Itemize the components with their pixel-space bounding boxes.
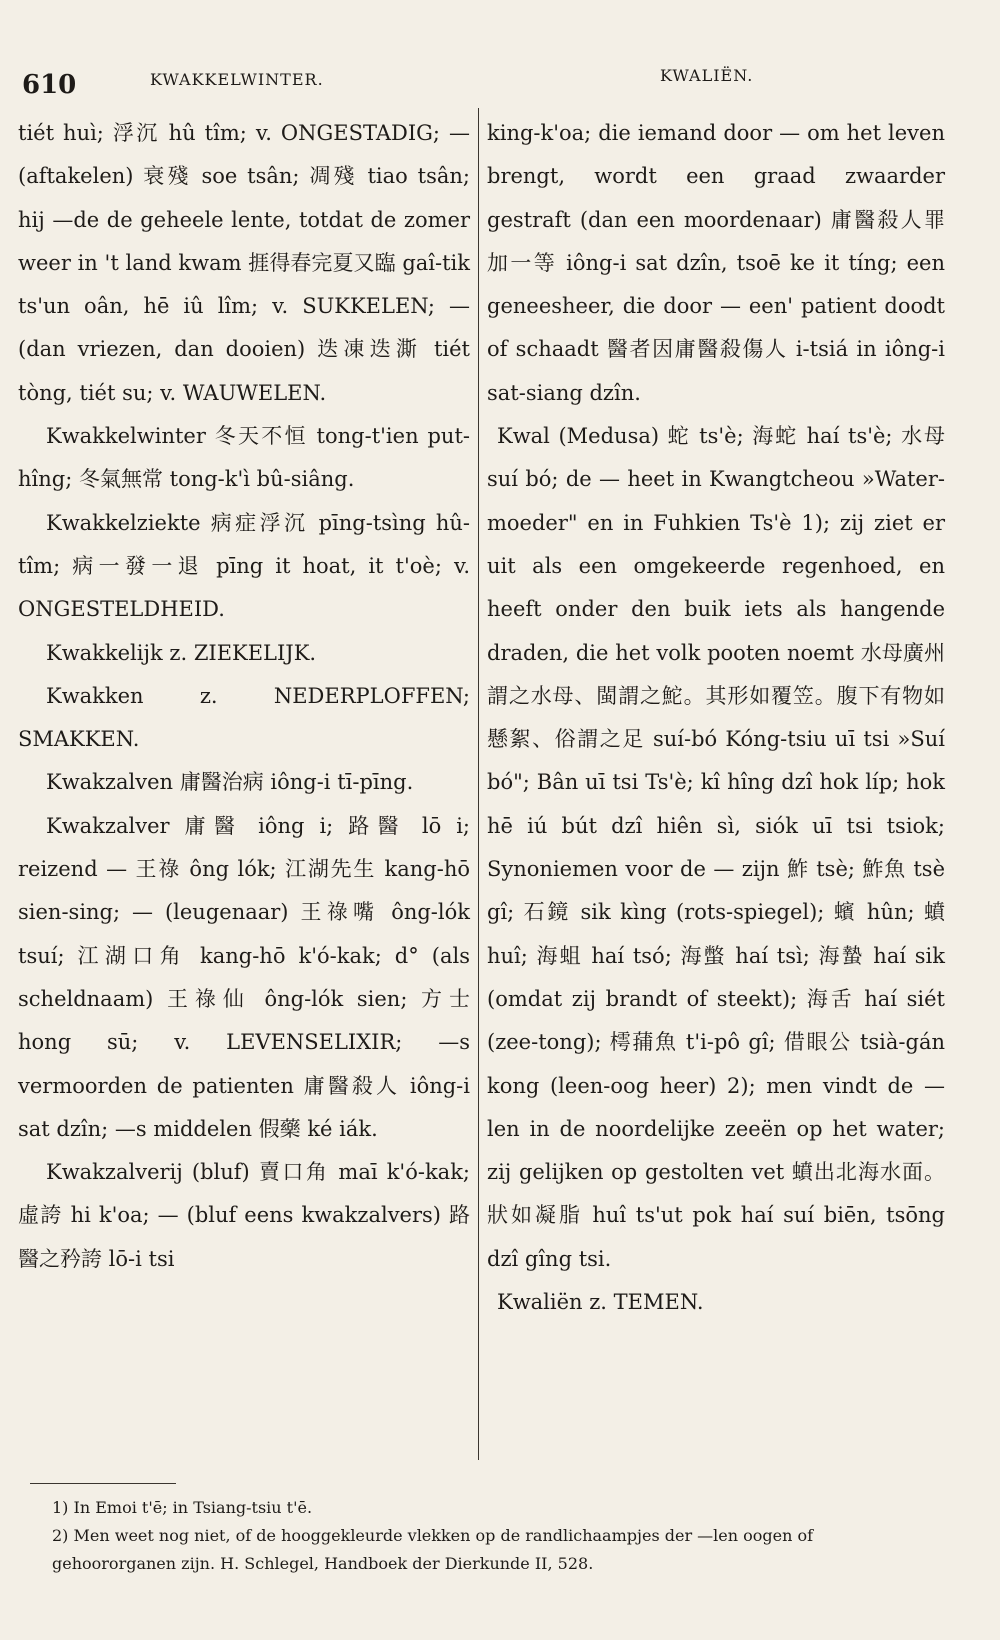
entry-text: king-k'oa; die iemand door — om het leven brengt, wordt een graad zwaarder gestraft (dan een moordenaar) 庸醫殺人罪加一等 iông-i sat dzîn, tsoē ke it tíng; een geneesheer, die door — een' patient doodt of schaadt 醫者因庸醫殺傷人 i-tsiá in iông-i sat-siang dzîn. [487,121,945,405]
running-head-right: KWALIËN. [660,66,754,85]
left-column [18,112,470,1281]
footnote-2: 2) Men weet nog niet, of de hooggekleurde vlekken op de randlichaampjes der —len oogen of gehoororganen zijn. H. Schlegel, Handboek der Dierkunde II, 528. [52,1526,814,1573]
footnote-rule [30,1483,176,1484]
footnote-1: 1) In Emoi t'ē; in Tsiang-tsiu t'ē. [52,1498,313,1517]
footnotes [22,1494,942,1578]
running-head-left: KWAKKELWINTER. [150,70,324,89]
entry-kwakkelijk: Kwakkelijk z. ZIEKELIJK. [46,640,317,665]
entry-text: tiét huì; 浮沉 hû tîm; v. ONGESTADIG; — (aftakelen) 衰殘 soe tsân; 凋殘 tiao tsân; hij —de de geheele lente, totdat de zomer weer in 't land kwam 捱得春完夏又臨 gaî-tik ts'un oân, hē iû lîm; v. SUKKELEN; — (dan vriezen, dan dooien) 迭凍迭澌 tiét tòng, tiét su; v. WAUWELEN. [18,121,470,405]
entry-kwakken: Kwakken z. NEDERPLOFFEN; SMAKKEN. [18,683,470,752]
column-divider [478,108,479,1460]
entry-kwakkelwinter: Kwakkelwinter 冬天不恒 tong-t'ien put-hîng; 冬氣無常 tong-k'ì bû-siâng. [18,424,470,492]
entry-kwakzalven: Kwakzalven 庸醫治病 iông-i tī-pīng. [46,770,414,795]
right-column [487,112,945,1324]
entry-kwakzalver: Kwakzalver 庸醫 iông i; 路醫 lō i; reizend — 王祿 ông lók; 江湖先生 kang-hō sien-sing; — (leugenaar) 王祿嘴 ông-lók tsuí; 江湖口角 kang-hō k'ó-kak; d° (als scheldnaam) 王祿仙 ông-lók sien; 方士 hong sū; v. LEVENSELIXIR; —s vermoorden de patienten 庸醫殺人 iông-i sat dzîn; —s middelen 假藥 ké iák. [18,813,470,1141]
entry-kwal: Kwal (Medusa) 蛇 ts'è; 海蛇 haí ts'è; 水母 suí bó; de — heet in Kwangtcheou »Water-moeder" en in Fuhkien Ts'è 1); zij ziet er uit als een omgekeerde regenhoed, en heeft onder den buik iets als hangende draden, die het volk pooten noemt 水母廣州謂之水母、閩謂之鮀。其形如覆笠。腹下有物如懸絮、俗謂之足 suí-bó Kóng-tsiu uī tsi »Suí bó"; Bân uī tsi Ts'è; kî hîng dzî hok líp; hok hē iú bút dzî hiên sì, siók uī tsi tsiok; Synoniemen voor de — zijn 鮓 tsè; 鮓魚 tsè gî; 石鏡 sik kìng (rots-spiegel); 蠙 hûn; 蟦 huî; 海蛆 haí tsó; 海蟞 haí tsì; 海蟄 haí sik (omdat zij brandt of steekt); 海舌 haí siét (zee-tong); 樗蒱魚 t'i-pô gî; 借眼公 tsià-gán kong (leen-oog heer) 2); men vindt de —len in de noordelijke zeeën op het water; zij gelijken op gestolten vet 蟦出北海水面。狀如凝脂 huî ts'ut pok haí suí biēn, tsōng dzî gîng tsi. [487,424,945,1271]
entry-kwalien: Kwaliën z. TEMEN. [497,1290,704,1315]
entry-kwakzalverij: Kwakzalverij (bluf) 賣口角 maī k'ó-kak; 虛誇 hi k'oa; — (bluf eens kwakzalvers) 路醫之矜誇 lō-i tsi [18,1160,470,1271]
page-number: 610 [22,70,77,100]
entry-kwakkelziekte: Kwakkelziekte 病症浮沉 pīng-tsìng hû-tîm; 病一發一退 pīng it hoat, it t'oè; v. ONGESTELDHEID. [18,510,470,622]
